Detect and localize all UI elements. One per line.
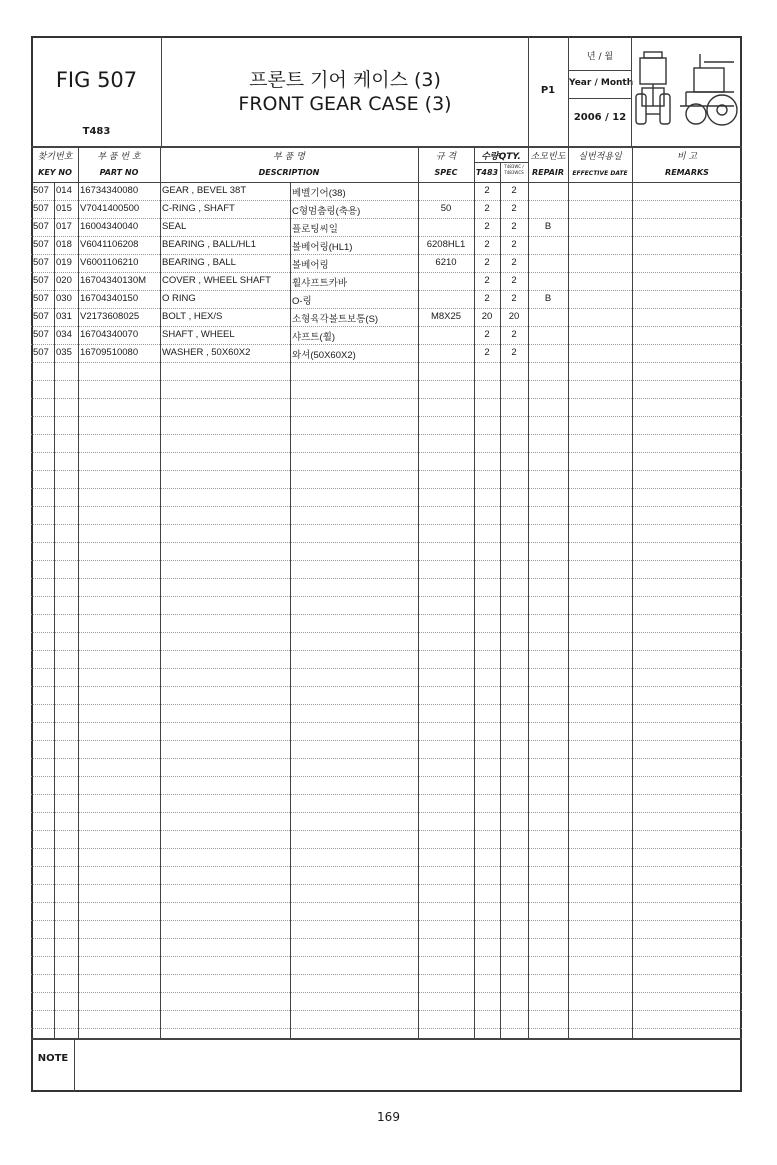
divider (31, 668, 742, 669)
divider (31, 974, 742, 975)
divider (568, 146, 569, 182)
description-ko-cell: 와셔(50X60X2) (292, 350, 356, 361)
col-description-en: DESCRIPTION (258, 168, 320, 177)
divider (31, 1038, 742, 1040)
fig-number-cell: 507 (33, 347, 49, 358)
col-key-no-ko: 찾기번호 (37, 152, 73, 162)
divider (31, 614, 742, 615)
part-number-cell: V6041106208 (80, 239, 139, 250)
description-en-cell: SHAFT , WHEEL (162, 329, 235, 340)
qty-t483-cell: 2 (484, 293, 490, 304)
divider (31, 776, 742, 777)
divider (31, 632, 742, 633)
divider (31, 326, 742, 327)
fig-number-cell: 507 (33, 257, 49, 268)
divider (31, 704, 742, 705)
spec-cell: 6208HL1 (426, 239, 466, 250)
fig-number-cell: 507 (33, 329, 49, 340)
fig-number-cell: 507 (33, 203, 49, 214)
divider (31, 524, 742, 525)
divider (160, 182, 161, 1038)
divider (31, 920, 742, 921)
divider (31, 596, 742, 597)
divider (31, 992, 742, 993)
divider (31, 866, 742, 867)
divider (78, 146, 79, 182)
fig-number-cell: 507 (33, 311, 49, 322)
description-en-cell: GEAR , BEVEL 38T (162, 185, 247, 196)
model-code: T483 (82, 126, 111, 137)
fig-number-cell: 507 (33, 293, 49, 304)
qty-t483wc-cell: 2 (511, 185, 517, 196)
fig-number-cell: 507 (33, 185, 49, 196)
qty-t483wc-cell: 20 (508, 311, 520, 322)
divider (31, 812, 742, 813)
divider (568, 36, 569, 146)
fig-number-cell: 507 (33, 275, 49, 286)
divider (74, 1038, 75, 1092)
divider (31, 218, 742, 219)
description-en-cell: O RING (162, 293, 196, 304)
qty-t483wc-cell: 2 (511, 329, 517, 340)
divider (528, 146, 529, 182)
divider (31, 488, 742, 489)
figure-number: FIG 507 (55, 68, 138, 92)
divider (31, 884, 742, 885)
key-number-cell: 030 (56, 293, 72, 304)
description-en-cell: BOLT , HEX/S (162, 311, 223, 322)
key-number-cell: 031 (56, 311, 72, 322)
description-ko-cell: 베벨기어(38) (292, 188, 346, 199)
part-number-cell: 16704340150 (80, 293, 139, 304)
col-qty-ko: 수량QTY. (481, 152, 521, 162)
qty-t483-cell: 2 (484, 347, 490, 358)
divider (31, 794, 742, 795)
qty-t483wc-cell: 2 (511, 275, 517, 286)
note-label: NOTE (37, 1053, 69, 1064)
key-number-cell: 014 (56, 185, 72, 196)
col-remarks-ko: 비 고 (676, 152, 698, 162)
description-en-cell: SEAL (162, 221, 187, 232)
description-ko-cell: 소형육각볼트보통(S) (292, 314, 379, 325)
key-number-cell: 034 (56, 329, 72, 340)
divider (290, 182, 291, 1038)
title-english: FRONT GEAR CASE (3) (238, 93, 452, 115)
spec-cell: 50 (440, 203, 452, 214)
description-ko-cell: C형멈춤링(축용) (292, 206, 361, 217)
divider (31, 362, 742, 363)
divider (31, 254, 742, 255)
year-month-english: Year / Month (569, 78, 634, 88)
part-number-cell: V2173608025 (80, 311, 140, 322)
qty-t483-cell: 2 (484, 329, 490, 340)
divider (31, 830, 742, 831)
divider (54, 182, 55, 1038)
description-ko-cell: 플로팅씨일 (292, 224, 338, 235)
description-ko-cell: 샤프트(휠) (292, 332, 336, 343)
tractor-icon (634, 44, 740, 140)
part-number-cell: 16704340070 (80, 329, 139, 340)
divider (31, 758, 742, 759)
divider (31, 470, 742, 471)
col-repair-ko: 소모빈도 (530, 152, 566, 162)
qty-t483-cell: 2 (484, 221, 490, 232)
divider (31, 182, 742, 183)
divider (31, 956, 742, 957)
col-spec-en: SPEC (434, 168, 458, 177)
part-number-cell: 16709510080 (80, 347, 139, 358)
divider (31, 686, 742, 687)
col-spec-ko: 규 격 (435, 152, 457, 162)
key-number-cell: 018 (56, 239, 72, 250)
col-part-no-en: PART NO (99, 168, 139, 177)
part-number-cell: V7041400500 (80, 203, 140, 214)
divider (528, 182, 529, 1038)
divider (528, 36, 529, 146)
divider (78, 182, 79, 1038)
page-label: P1 (540, 85, 556, 96)
qty-t483wc-cell: 2 (511, 257, 517, 268)
qty-t483-cell: 2 (484, 275, 490, 286)
qty-t483wc-cell: 2 (511, 293, 517, 304)
key-number-cell: 020 (56, 275, 72, 286)
divider (31, 272, 742, 273)
key-number-cell: 019 (56, 257, 72, 268)
divider (31, 236, 742, 237)
divider (31, 1010, 742, 1011)
spec-cell: 6210 (435, 257, 457, 268)
divider (31, 506, 742, 507)
divider (31, 650, 742, 651)
divider (31, 200, 742, 201)
col-part-no-ko: 부 품 번 호 (97, 152, 141, 162)
divider (632, 146, 633, 182)
description-en-cell: WASHER , 50X60X2 (162, 347, 251, 358)
description-ko-cell: O-링 (292, 296, 312, 307)
repair-cell: B (544, 293, 552, 304)
title-korean: 프론트 기어 케이스 (3) (249, 69, 441, 91)
divider (31, 344, 742, 345)
qty-t483-cell: 2 (484, 203, 490, 214)
divider (569, 98, 631, 99)
divider (500, 162, 501, 182)
divider (31, 398, 742, 399)
divider (31, 722, 742, 723)
qty-t483wc-cell: 2 (511, 221, 517, 232)
part-number-cell: 16004340040 (80, 221, 139, 232)
col-description-ko: 부 품 명 (273, 152, 305, 162)
qty-t483-cell: 20 (481, 311, 493, 322)
divider (632, 182, 633, 1038)
page-number: 169 (377, 1110, 400, 1124)
col-qty-model: T483 (475, 168, 499, 177)
divider (31, 1028, 742, 1029)
qty-t483-cell: 2 (484, 239, 490, 250)
key-number-cell: 035 (56, 347, 72, 358)
description-ko-cell: 휠샤프트카바 (292, 278, 348, 289)
divider (31, 578, 742, 579)
divider (160, 146, 161, 182)
description-ko-cell: 볼베어링 (292, 260, 329, 271)
part-number-cell: V6001106210 (80, 257, 139, 268)
key-number-cell: 015 (56, 203, 72, 214)
divider (161, 36, 162, 146)
repair-cell: B (544, 221, 552, 232)
divider (474, 146, 475, 182)
col-qty-model2: T483WC / T483WCS (504, 164, 524, 175)
spec-cell: M8X25 (430, 311, 462, 322)
divider (31, 542, 742, 543)
divider (31, 146, 742, 148)
col-effective-ko: 실번적용일 (578, 152, 622, 162)
fig-number-cell: 507 (33, 221, 49, 232)
part-number-cell: 16704340130M (80, 275, 147, 286)
qty-t483-cell: 2 (484, 185, 490, 196)
divider (31, 452, 742, 453)
divider (474, 162, 528, 163)
divider (31, 902, 742, 903)
divider (569, 70, 631, 71)
qty-t483wc-cell: 2 (511, 239, 517, 250)
description-ko-cell: 볼베어링(HL1) (292, 242, 353, 253)
divider (418, 146, 419, 182)
divider (631, 36, 632, 146)
part-number-cell: 16734340080 (80, 185, 139, 196)
col-repair-en: REPAIR (531, 168, 565, 177)
issue-date: 2006 / 12 (573, 112, 627, 123)
description-en-cell: COVER , WHEEL SHAFT (162, 275, 271, 286)
divider (31, 380, 742, 381)
divider (31, 416, 742, 417)
divider (31, 434, 742, 435)
qty-t483wc-cell: 2 (511, 347, 517, 358)
col-remarks-en: REMARKS (665, 168, 709, 177)
col-effective-en: EFFECTIVE DATE (572, 170, 628, 177)
description-en-cell: C-RING , SHAFT (162, 203, 235, 214)
key-number-cell: 017 (56, 221, 72, 232)
divider (31, 560, 742, 561)
col-key-no-en: KEY NO (38, 168, 72, 177)
divider (568, 182, 569, 1038)
qty-t483-cell: 2 (484, 257, 490, 268)
description-en-cell: BEARING , BALL/HL1 (162, 239, 256, 250)
fig-number-cell: 507 (33, 239, 49, 250)
description-en-cell: BEARING , BALL (162, 257, 236, 268)
year-month-korean: 년 / 월 (586, 52, 614, 62)
divider (31, 308, 742, 309)
divider (31, 290, 742, 291)
qty-t483wc-cell: 2 (511, 203, 517, 214)
divider (31, 848, 742, 849)
divider (31, 740, 742, 741)
divider (31, 938, 742, 939)
